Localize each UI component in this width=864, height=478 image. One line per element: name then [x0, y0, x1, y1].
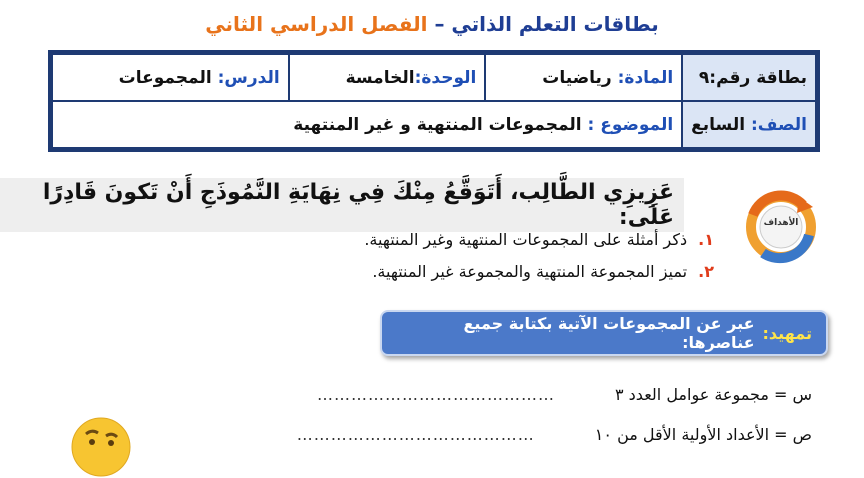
prep-label: تمهيد:: [762, 323, 812, 343]
card-number-cell: [682, 54, 816, 101]
goal-item: [372, 262, 714, 281]
topic-value: المجموعات المنتهية و غير المنتهية: [293, 114, 582, 135]
unit-label: الوحدة:: [414, 67, 477, 88]
title-term: الفصل الدراسي الثاني: [205, 12, 428, 36]
class-value: السابع: [691, 114, 746, 135]
answer-line[interactable]: ……………………………………: [316, 385, 555, 404]
topic-cell: [52, 101, 682, 148]
subject-label: المادة:: [617, 67, 674, 88]
question-item: [297, 425, 812, 444]
goal-number: ٢.: [698, 262, 714, 281]
lesson-value: المجموعات: [118, 67, 212, 88]
unit-cell: [289, 54, 486, 101]
goals-icon-label: الأهداف: [763, 218, 799, 228]
class-label: الصف:: [750, 114, 807, 135]
prep-text: عبر عن المجموعات الآتية بكتابة جميع عناصرها:: [463, 314, 755, 352]
answer-line[interactable]: ……………………………………: [296, 425, 535, 444]
goals-intro: عَزِيزِي الطَّالِب، أَتَوَقَّعُ مِنْكَ فِي نِهَايَةِ النَّمُوذَجِ أَنْ تَكونَ قَادِرًا عَلَى:: [0, 178, 684, 232]
goals-circle-icon: [733, 185, 829, 265]
page-title: [0, 12, 864, 36]
thinking-face-icon: [70, 416, 132, 478]
question-item: [317, 385, 812, 404]
goal-item: [364, 230, 714, 249]
goal-number: ١.: [698, 230, 714, 249]
lesson-cell: [52, 54, 289, 101]
subject-value: رياضيات: [542, 67, 612, 88]
question-text: ص = الأعداد الأولية الأقل من ١٠: [594, 425, 812, 444]
topic-label: الموضوع :: [587, 114, 674, 135]
subject-cell: [485, 54, 682, 101]
card-number-label: بطاقة رقم:: [709, 67, 807, 88]
goal-text: ذكر أمثلة على المجموعات المنتهية وغير المنتهية.: [364, 230, 688, 249]
class-cell: [682, 101, 816, 148]
unit-value: الخامسة: [345, 67, 415, 88]
goal-text: تميز المجموعة المنتهية والمجموعة غير المنتهية.: [372, 262, 688, 281]
lesson-label: الدرس:: [217, 67, 280, 88]
lesson-info-table: [48, 50, 820, 152]
title-series: بطاقات التعلم الذاتي –: [434, 12, 659, 36]
prep-banner: [380, 310, 828, 356]
question-text: س = مجموعة عوامل العدد ٣: [614, 385, 812, 404]
card-number-value: ٩: [698, 67, 710, 88]
